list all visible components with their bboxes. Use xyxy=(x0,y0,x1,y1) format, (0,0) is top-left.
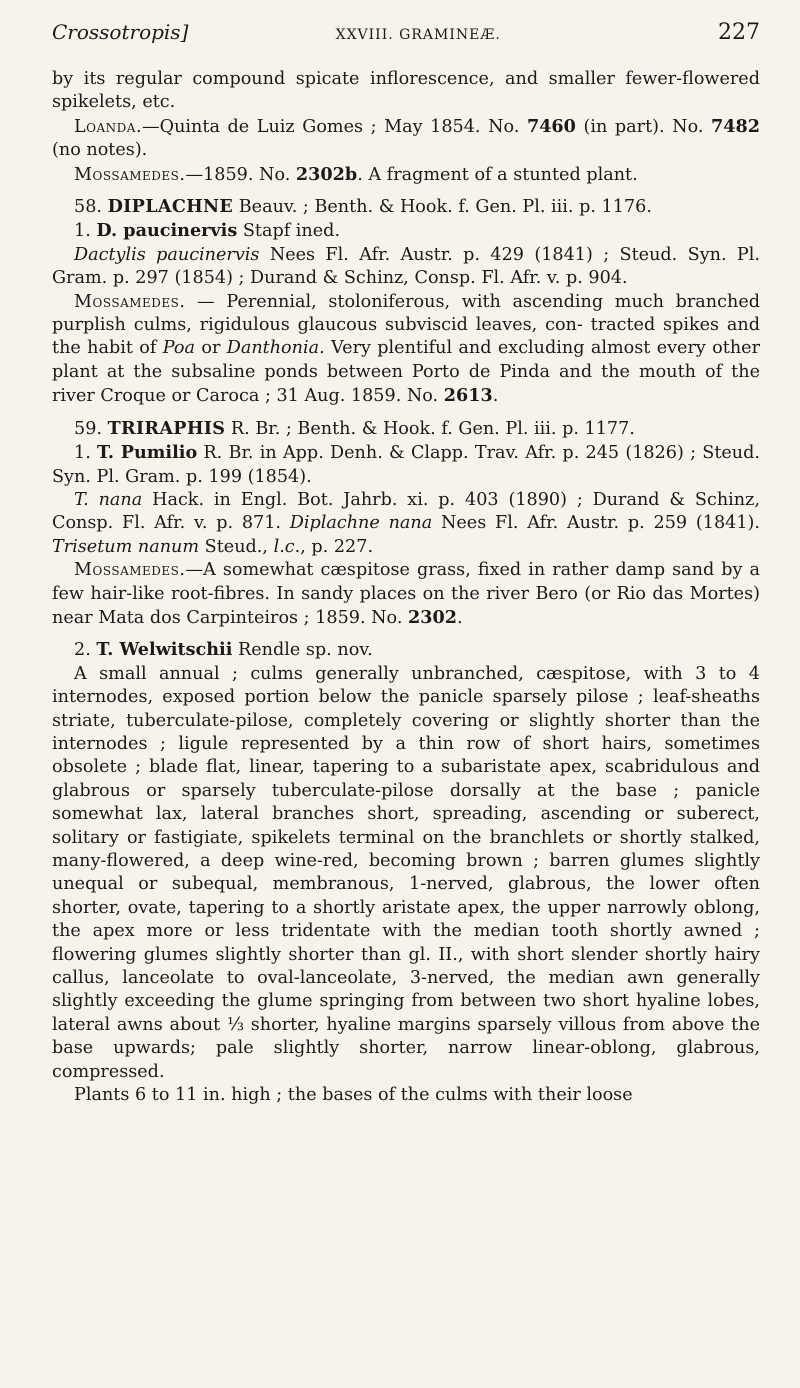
section-title: XXVIII. GRAMINEÆ. xyxy=(335,27,501,43)
genus-triraphis-heading: 59. TRIRAPHIS R. Br. ; Benth. & Hook. f. Gen. Pl. iii. p. 1177. xyxy=(74,417,635,439)
description-triraphis-pumilio: Mossamedes.—A somewhat cæspitose grass, fixed in rather damp sand by a few hair-like root-fibres. In sandy places on the river Bero (or Rio das Mortes) near Mata dos Carpinteiros ; 1859. No. 2302. xyxy=(52,560,760,628)
page-number: 227 xyxy=(718,20,760,45)
description-triraphis-welwitschii-cont: Plants 6 to 11 in. high ; the bases of the culms with their loose xyxy=(74,1085,633,1106)
synonyms-triraphis-pumilio: T. nana Hack. in Engl. Bot. Jahrb. xi. p. 403 (1890) ; Durand & Schinz, Consp. Fl. Afr. v. p. 871. Diplachne nana Nees Fl. Afr. Austr. p. 259 (1841). Trisetum nanum Steud., l.c., p. 227. xyxy=(52,489,760,557)
running-genus: Crossotropis] xyxy=(52,20,189,44)
running-header xyxy=(52,20,760,68)
species-triraphis-welwitschii: 2. T. Welwitschii Rendle sp. nov. xyxy=(74,639,373,661)
mossamedes-locality: Mossamedes.—1859. No. 2302b. A fragment of a stunted plant. xyxy=(74,163,638,185)
species-diplachne-paucinervis: 1. D. paucinervis Stapf ined. xyxy=(74,220,341,242)
species-triraphis-pumilio: 1. T. Pumilio R. Br. in App. Denh. & Clapp. Trav. Afr. p. 245 (1826) ; Steud. Syn. Pl. Gram. p. 199 (1854). xyxy=(52,442,760,487)
description-triraphis-welwitschii: A small annual ; culms generally unbranched, cæspitose, with 3 to 4 internodes, exposed portion below the panicle sparsely pilose ; leaf-sheaths striate, tuberculate-pilose, completely covering or slightly shorter than the internodes ; ligule represented by a thin row of short hairs, sometimes obsolete ; blade flat, linear, tapering to a subaristate apex, scabridulous and glabrous or sparsely tuberculate-pilose dorsally at the base ; panicle somewhat lax, lateral branches short, spreading, ascending or suberect, solitary or fastigiate, spikelets terminal on the branchlets or shortly stalked, many-flowered, a deep wine-red, becoming brown ; barren glumes slightly unequal or subequal, membranous, 1-nerved, glabrous, the lower often shorter, ovate, tapering to a shortly aristate apex, the upper narrowly oblong, the apex more or less tridentate with the median tooth shortly awned ; flowering glumes slightly shorter than gl. II., with short slender shortly hairy callus, lanceolate to oval-lanceolate, 3-nerved, the median awn generally slightly exceeding the glume springing from between two short hyaline lobes, lateral awns about ⅓ shorter, hyaline margins sparsely villous from above the base upwards; pale slightly shorter, narrow linear-oblong, glabrous, compressed. xyxy=(52,663,760,1082)
paragraph-continuation: by its regular compound spicate inflorescence, and smaller fewer-flowered spikelets, etc. xyxy=(52,69,760,113)
loanda-locality: Loanda.—Quinta de Luiz Gomes ; May 1854. No. 7460 (in part). No. 7482 (no notes). xyxy=(52,115,760,161)
synonyms-diplachne-paucinervis: Dactylis paucinervis Nees Fl. Afr. Austr. p. 429 (1841) ; Steud. Syn. Pl. Gram. p. 297 (1854) ; Durand & Schinz, Consp. Fl. Afr. v. p. 904. xyxy=(52,244,760,289)
description-diplachne-paucinervis: Mossamedes. — Perennial, stoloniferous, with ascending much branched purplish culms, rigidulous glaucous subviscid leaves, con- tracted spikes and the habit of Poa or Danthonia. Very plentiful and excluding almost every other plant at the subsaline ponds between Porto de Pinda and the mouth of the river Croque or Caroca ; 31 Aug. 1859. No. 2613. xyxy=(52,291,760,407)
genus-diplachne-heading: 58. DIPLACHNE Beauv. ; Benth. & Hook. f. Gen. Pl. iii. p. 1176. xyxy=(74,196,652,218)
